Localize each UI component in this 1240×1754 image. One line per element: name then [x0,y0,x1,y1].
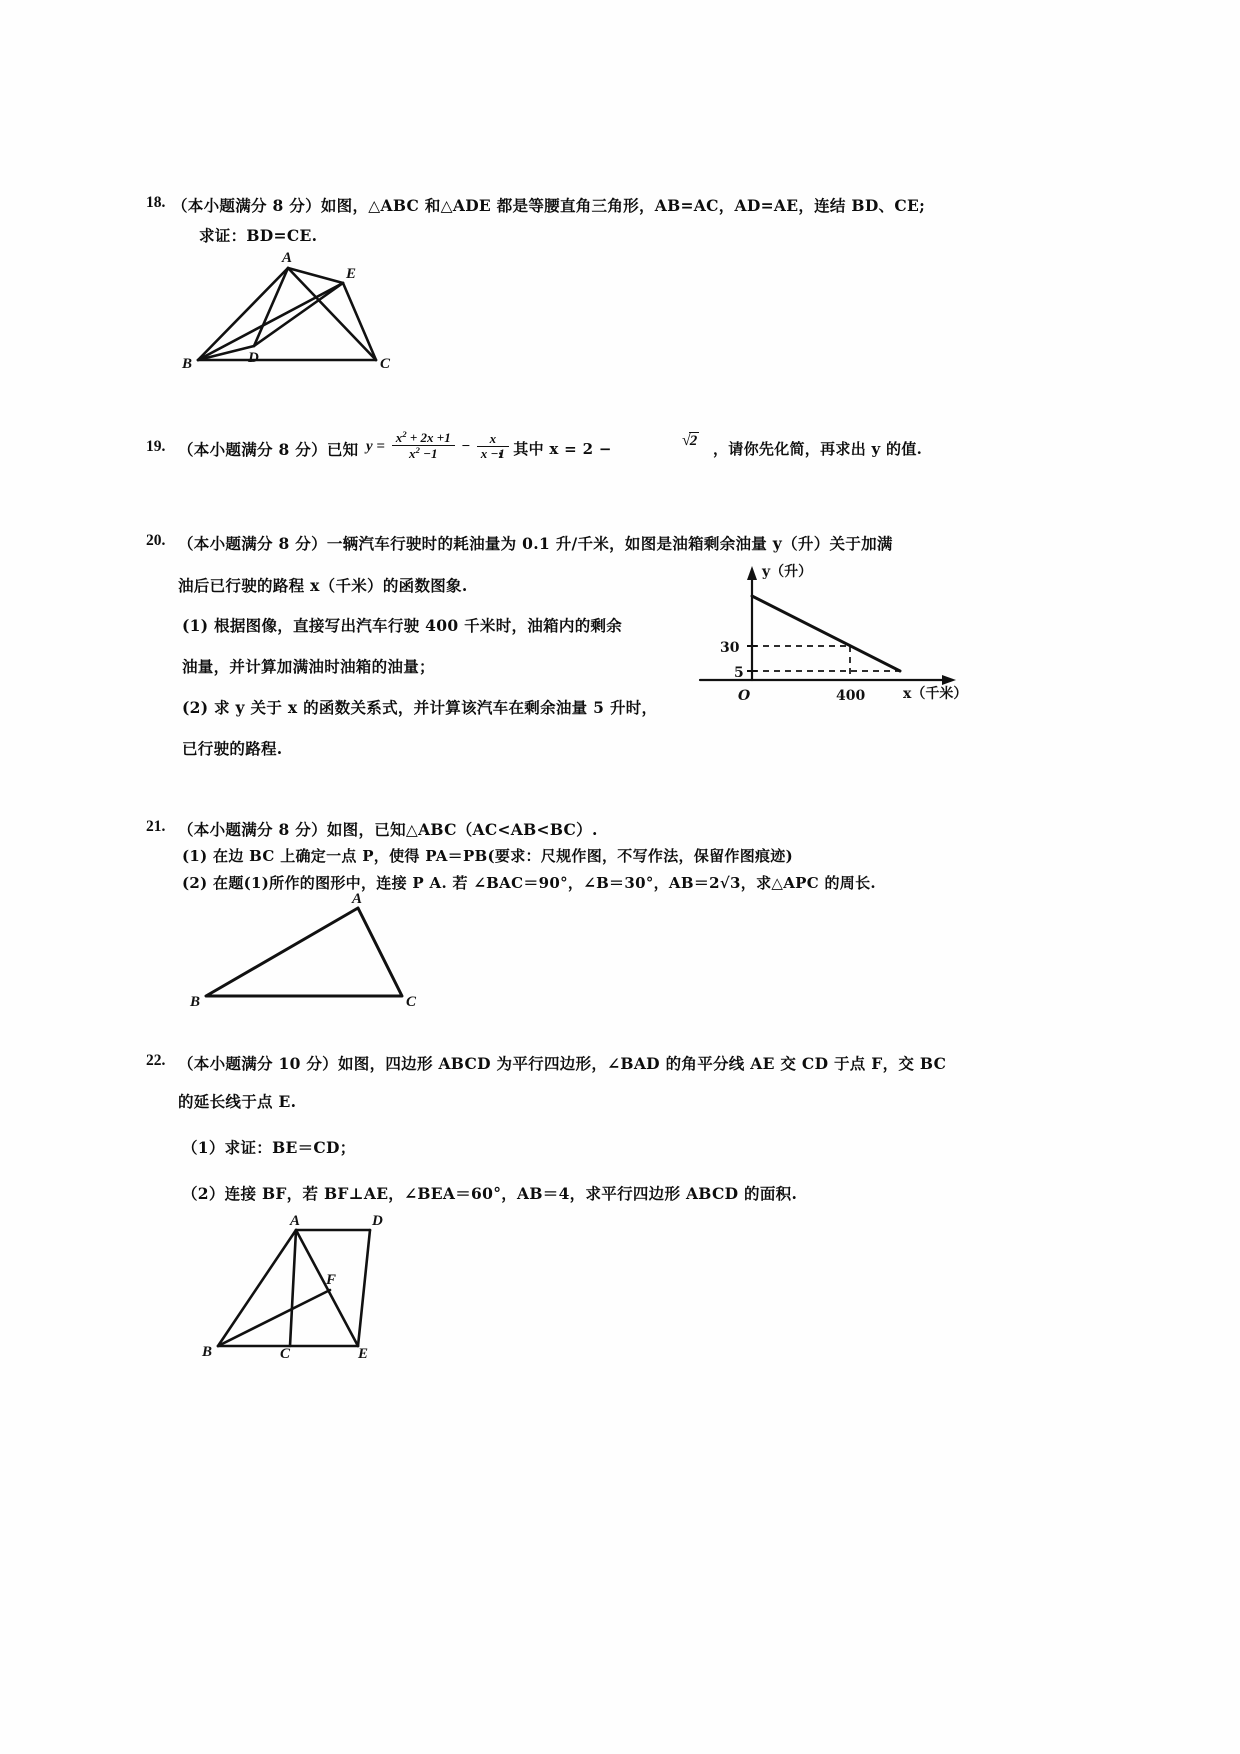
problem-19-suffix: ，请你先化简，再求出 y 的值. [713,440,923,458]
equation-operator: − [461,438,471,455]
problem-19-prefix: （本小题满分 8 分）已知 [178,440,359,459]
origin-label: O [738,688,751,704]
problem-19-number: 19. [146,438,166,455]
label-c: C [406,994,417,1010]
label-a: A [282,250,293,266]
problem-20-line-1: （本小题满分 8 分）一辆汽车行驶时的耗油量为 0.1 升/千米，如图是油箱剩余油量 y（升）关于加满 [178,534,893,553]
problem-22-line-4: （2）连接 BF，若 BF⊥AE，∠BEA＝60°，AB＝4，求平行四边形 ABCD 的面积. [182,1184,798,1203]
problem-21-line-1: （本小题满分 8 分）如图，已知△ABC（AC<AB<BC）. [178,820,598,839]
problem-20-line-6: 已行驶的路程. [182,739,283,758]
problem-22-line-2: 的延长线于点 E. [178,1092,297,1111]
label-c: C [380,356,391,372]
x-axis-label: x（千米） [903,686,968,702]
figure-triangle-abc-ade [176,250,436,375]
y-axis-arrow [747,566,757,580]
y-tick-30: 30 [720,640,740,656]
problem-21-line-3: (2) 在题(1)所作的图形中，连接 P A. 若 ∠BAC＝90°，∠B＝30°，AB＝2√3，求△APC 的周长. [182,874,876,892]
label-a: A [352,891,363,907]
label-b: B [202,1344,213,1360]
problem-22-line-3: （1）求证：BE＝CD； [182,1138,356,1157]
fraction-1-denominator: $x^2 -1$ [392,445,455,461]
problem-19-middle: ，其中 x = 2 − [498,440,612,458]
label-b: B [190,994,201,1010]
y-tick-5: 5 [734,665,744,681]
fuel-line-series [752,596,900,671]
fraction-1 [392,430,455,461]
problem-22-line-1: （本小题满分 10 分）如图，四边形 ABCD 为平行四边形，∠BAD 的角平分线 AE 交 CD 于点 F，交 BC [178,1054,947,1073]
y-axis-label: y（升） [762,564,813,580]
problem-19-equation [366,430,512,461]
fraction-1-numerator: $x^2 + 2x +1$ [395,429,451,445]
label-e: E [358,1346,369,1362]
problem-20-number: 20. [146,532,166,549]
fraction-2-denominator: x −1 [477,446,509,461]
equation-lhs: y = [366,438,385,455]
label-f: F [326,1272,337,1288]
x-tick-400: 400 [836,688,866,704]
radicand: 2 [689,433,698,449]
problem-18-number: 18. [146,194,166,211]
label-b: B [182,356,193,372]
figure-triangle-abc [190,891,450,1016]
fraction-2-numerator: x [489,430,497,446]
figure-parallelogram-abcd [200,1213,460,1378]
problem-21-line-2: (1) 在边 BC 上确定一点 P，使得 PA＝PB(要求：尺规作图，不写作法，保留作图痕迹) [182,847,793,865]
label-c: C [280,1346,291,1362]
label-a: A [290,1213,301,1229]
problem-20-line-4: 油量，并计算加满油时油箱的油量； [182,657,435,676]
problem-22-number: 22. [146,1052,166,1069]
problem-20-line-5: (2) 求 y 关于 x 的函数关系式，并计算该汽车在剩余油量 5 升时， [182,698,658,717]
label-d: D [248,350,259,366]
radical-sign: √ [682,432,691,449]
problem-18-line-2: 求证：BD=CE. [199,226,318,245]
label-d: D [372,1213,383,1229]
problem-18-line-1: （本小题满分 8 分）如图，△ABC 和△ADE 都是等腰直角三角形，AB=AC，AD=AE，连结 BD、CE; [172,196,926,215]
chart-fuel-remaining [690,558,990,718]
x-axis-arrow [942,675,956,685]
problem-20-line-2: 油后已行驶的路程 x（千米）的函数图象. [178,576,468,595]
problem-20-line-3: (1) 根据图像，直接写出汽车行驶 400 千米时，油箱内的剩余 [182,616,623,635]
label-e: E [346,266,357,282]
problem-21-number: 21. [146,818,166,835]
problem-19-sqrt [682,432,699,450]
